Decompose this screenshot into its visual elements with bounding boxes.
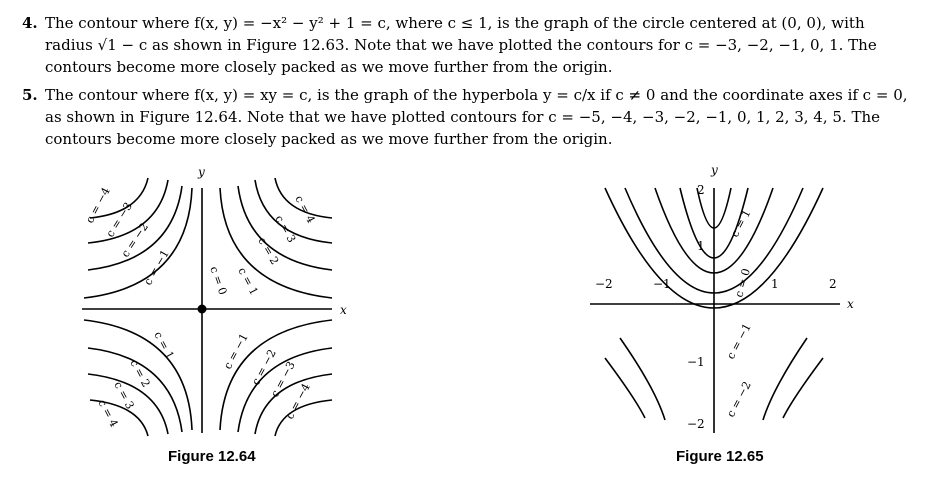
figure-12-65-plot	[585, 158, 875, 443]
item-5-text: The contour where f(x, y) = xy = c, is the graph of the hyperbola y = c/x if c ≠ 0 and the coordinate axes if c = 0, as shown in Figure 12.64. Note that we have plotted contours for c = −5, −4, −3, −2, −1, 0, 1, 2, 3, 4, 5. The contours become more closely packed as we move further from the origin.	[45, 86, 908, 148]
contour-label: c = 4	[95, 397, 121, 430]
contour-label: c = −1	[724, 321, 754, 362]
contour-label: c = 4	[292, 193, 318, 226]
figure-12-64-caption: Figure 12.64	[168, 448, 256, 465]
item-4-number: 4.	[22, 14, 38, 32]
contour-label: c = 2	[255, 235, 282, 267]
contour-label: c = −4	[83, 185, 113, 226]
contour-label: c = −4	[283, 381, 313, 422]
contour-label: c = 3	[272, 213, 299, 245]
contour-label: c = −1	[141, 247, 172, 288]
contour-label: c = 3	[111, 379, 137, 412]
contour-label: c = 0	[732, 267, 753, 299]
contour-label: c = −3	[268, 359, 298, 400]
item-4-text: The contour where f(x, y) = −x² − y² + 1 = c, where c ≤ 1, is the graph of the circle centered at (0, 0), with radius √1 − c as shown in Figure 12.63. Note that we have plotted the contours for c = −3, −2, −1, 0, 1. The contours become more closely packed as we move further from the origin.	[45, 14, 877, 76]
item-5-number: 5.	[22, 86, 38, 104]
contour-label: c = −2	[249, 347, 279, 388]
contour-label: c = 2	[127, 357, 153, 390]
x-tick-label: 2	[829, 277, 837, 291]
y-tick-label: 1	[697, 239, 705, 253]
item-4	[22, 12, 910, 78]
contour-label: c = 0	[207, 264, 230, 297]
x-tick-label: −2	[595, 277, 613, 291]
contour-label: c = −2	[118, 220, 152, 260]
contour-label: c = −1	[221, 331, 251, 372]
figure-12-64-plot	[70, 158, 360, 443]
figure-12-65	[585, 158, 875, 443]
contour-label: c = 1	[151, 329, 177, 362]
y-tick-label: 2	[697, 183, 705, 197]
contour-label: c = −3	[103, 199, 135, 240]
x-axis-label: x	[847, 297, 854, 311]
contour-label: c = −2	[724, 379, 754, 420]
y-axis-label: y	[198, 165, 205, 179]
contour-label: c = 1	[235, 265, 261, 298]
origin-point	[198, 305, 207, 314]
figure-12-65-caption: Figure 12.65	[676, 448, 764, 465]
figure-12-64	[70, 158, 360, 443]
x-tick-label: −1	[653, 277, 671, 291]
y-tick-label: −2	[687, 417, 705, 431]
contour-label: c = 1	[728, 207, 754, 240]
y-axis-label: y	[711, 163, 718, 177]
x-tick-label: 1	[771, 277, 779, 291]
item-5	[22, 84, 910, 150]
y-tick-label: −1	[687, 355, 705, 369]
x-axis-label: x	[340, 303, 347, 317]
